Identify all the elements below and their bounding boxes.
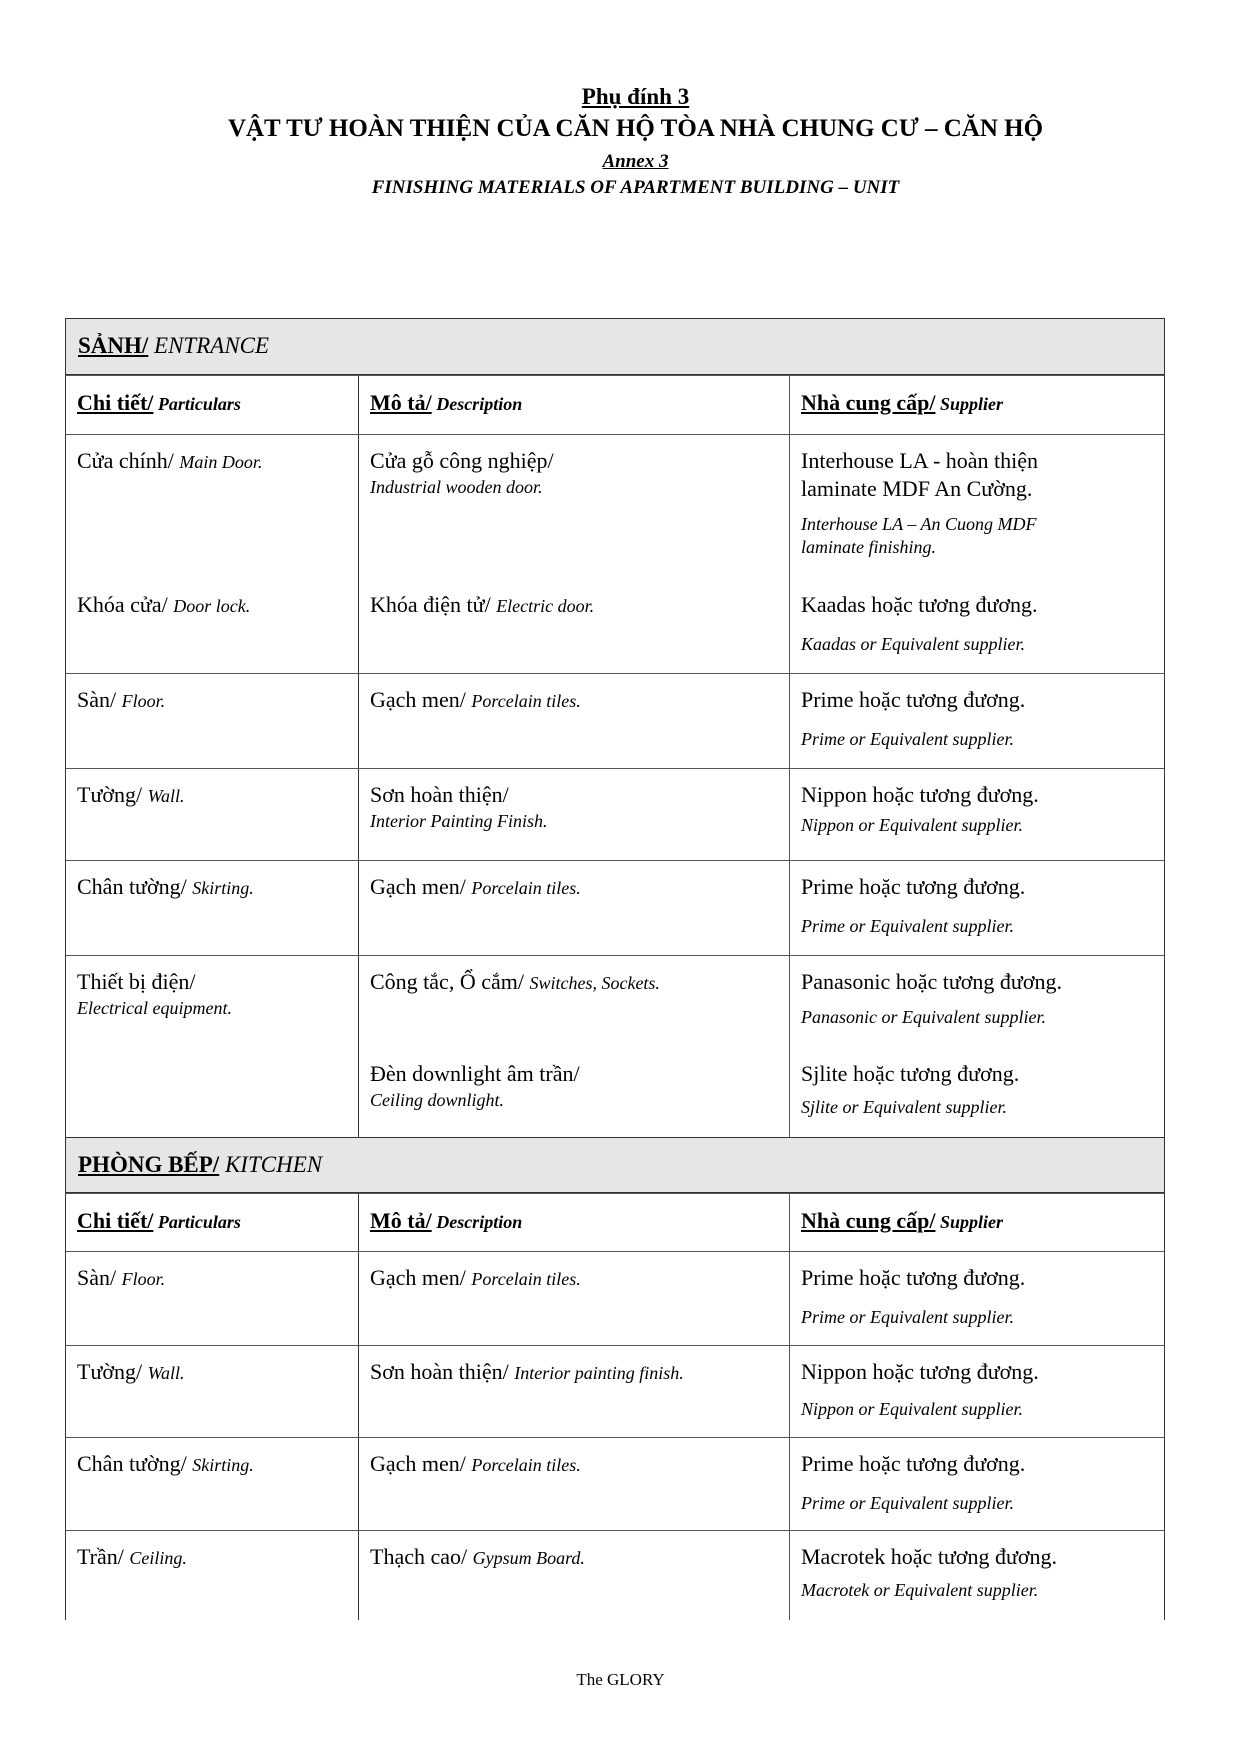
page-footer: The GLORY [576,1670,665,1689]
col-particulars-vi: Chi tiết/ [77,390,154,415]
desc-vi: Khóa điện tử/ [370,592,497,617]
supplier-vi: Prime hoặc tương đương. [801,874,1026,899]
annex-title-vi: Phụ đính 3 [581,84,690,109]
col-particulars-en: Particulars [153,1212,241,1232]
col-supplier-vi: Nhà cung cấp/ [801,390,936,415]
desc-vi: Gạch men/ [370,687,472,712]
supplier-vi: Interhouse LA - hoàn thiện [801,448,1039,473]
document-title-en: FINISHING MATERIALS OF APARTMENT BUILDING – UNIT [371,177,900,198]
section-header-entrance [65,318,1165,375]
desc-en: Ceiling downlight. [370,1090,505,1110]
table-row [65,434,1165,673]
supplier-en: Macrotek or Equivalent supplier. [801,1580,1039,1600]
supplier-en: Kaadas or Equivalent supplier. [801,634,1025,654]
supplier-vi: Prime hoặc tương đương. [801,1451,1026,1476]
item-en: Ceiling. [129,1548,187,1568]
supplier-en: Interhouse LA – An Cuong MDF [801,514,1037,534]
col-particulars-en: Particulars [153,394,241,414]
table-row [65,860,1165,955]
item-en: Electrical equipment. [77,998,232,1018]
desc-en: Porcelain tiles. [471,691,581,711]
supplier-vi: laminate MDF An Cường. [801,476,1033,501]
item-en: Skirting. [192,1455,254,1475]
table-row [65,1251,1165,1345]
item-vi: Thiết bị điện/ [77,969,196,994]
supplier-en: Nippon or Equivalent supplier. [801,815,1023,835]
desc-en: Porcelain tiles. [471,1455,581,1475]
col-supplier-vi: Nhà cung cấp/ [801,1208,936,1233]
desc-en: Switches, Sockets. [529,973,660,993]
item-vi: Chân tường/ [77,1451,193,1476]
supplier-vi: Prime hoặc tương đương. [801,1265,1026,1290]
item-en: Door lock. [173,596,251,616]
table-row [65,673,1165,768]
supplier-vi: Nippon hoặc tương đương. [801,782,1039,807]
desc-en: Porcelain tiles. [471,1269,581,1289]
supplier-en: Panasonic or Equivalent supplier. [801,1007,1046,1027]
table-row [65,1345,1165,1437]
col-description-vi: Mô tả/ [370,1208,432,1233]
table-row [65,768,1165,860]
section-title-vi: SẢNH/ [78,333,149,358]
supplier-vi: Panasonic hoặc tương đương. [801,969,1062,994]
col-supplier-en: Supplier [935,394,1004,414]
column-header-row [65,1193,1165,1251]
desc-vi: Sơn hoàn thiện/ [370,782,509,807]
desc-vi: Gạch men/ [370,1451,472,1476]
item-vi: Sàn/ [77,1265,122,1290]
annex-title-en: Annex 3 [602,151,669,172]
col-particulars-vi: Chi tiết/ [77,1208,154,1233]
desc-vi: Gạch men/ [370,874,472,899]
item-en: Floor. [121,691,166,711]
item-en: Wall. [147,786,185,806]
column-header-row [65,375,1165,434]
col-description-en: Description [431,1212,523,1232]
document-title-vi: VẬT TƯ HOÀN THIỆN CỦA CĂN HỘ TÒA NHÀ CHUNG CƯ – CĂN HỘ [227,115,1044,142]
supplier-en: Prime or Equivalent supplier. [801,729,1014,749]
desc-vi: Thạch cao/ [370,1544,473,1569]
supplier-vi: Kaadas hoặc tương đương. [801,592,1038,617]
item-vi: Tường/ [77,782,148,807]
col-description-vi: Mô tả/ [370,390,432,415]
desc-vi: Gạch men/ [370,1265,472,1290]
desc-en: Industrial wooden door. [370,477,543,497]
item-en: Wall. [147,1363,185,1383]
item-vi: Sàn/ [77,687,122,712]
desc-en: Porcelain tiles. [471,878,581,898]
supplier-en: Nippon or Equivalent supplier. [801,1399,1023,1419]
col-supplier-en: Supplier [935,1212,1004,1232]
supplier-vi: Sjlite hoặc tương đương. [801,1061,1020,1086]
supplier-en: laminate finishing. [801,537,936,557]
item-vi: Khóa cửa/ [77,592,174,617]
supplier-vi: Prime hoặc tương đương. [801,687,1026,712]
table-row [65,1530,1165,1620]
item-vi: Trần/ [77,1544,130,1569]
desc-vi: Sơn hoàn thiện/ [370,1359,515,1384]
item-vi: Cửa chính/ [77,448,180,473]
item-vi: Tường/ [77,1359,148,1384]
table-row [65,1437,1165,1530]
item-vi: Chân tường/ [77,874,193,899]
section-title-en: ENTRANCE [148,333,270,358]
desc-en: Electric door. [496,596,595,616]
supplier-vi: Macrotek hoặc tương đương. [801,1544,1058,1569]
desc-vi: Cửa gỗ công nghiệp/ [370,448,554,473]
supplier-vi: Nippon hoặc tương đương. [801,1359,1039,1384]
desc-vi: Đèn downlight âm trần/ [370,1061,580,1086]
col-description-en: Description [431,394,523,414]
desc-en: Gypsum Board. [472,1548,585,1568]
section-title-en: KITCHEN [219,1152,323,1177]
section-title-vi: PHÒNG BẾP/ [78,1152,220,1177]
supplier-en: Prime or Equivalent supplier. [801,1493,1014,1513]
desc-en: Interior Painting Finish. [370,811,548,831]
supplier-en: Prime or Equivalent supplier. [801,916,1014,936]
desc-vi: Công tắc, Ổ cắm/ [370,969,530,994]
item-en: Floor. [121,1269,166,1289]
item-en: Main Door. [179,452,263,472]
section-header-kitchen [65,1137,1165,1193]
item-en: Skirting. [192,878,254,898]
table-row [65,955,1165,1137]
supplier-en: Sjlite or Equivalent supplier. [801,1097,1007,1117]
supplier-en: Prime or Equivalent supplier. [801,1307,1014,1327]
desc-en: Interior painting finish. [514,1363,684,1383]
